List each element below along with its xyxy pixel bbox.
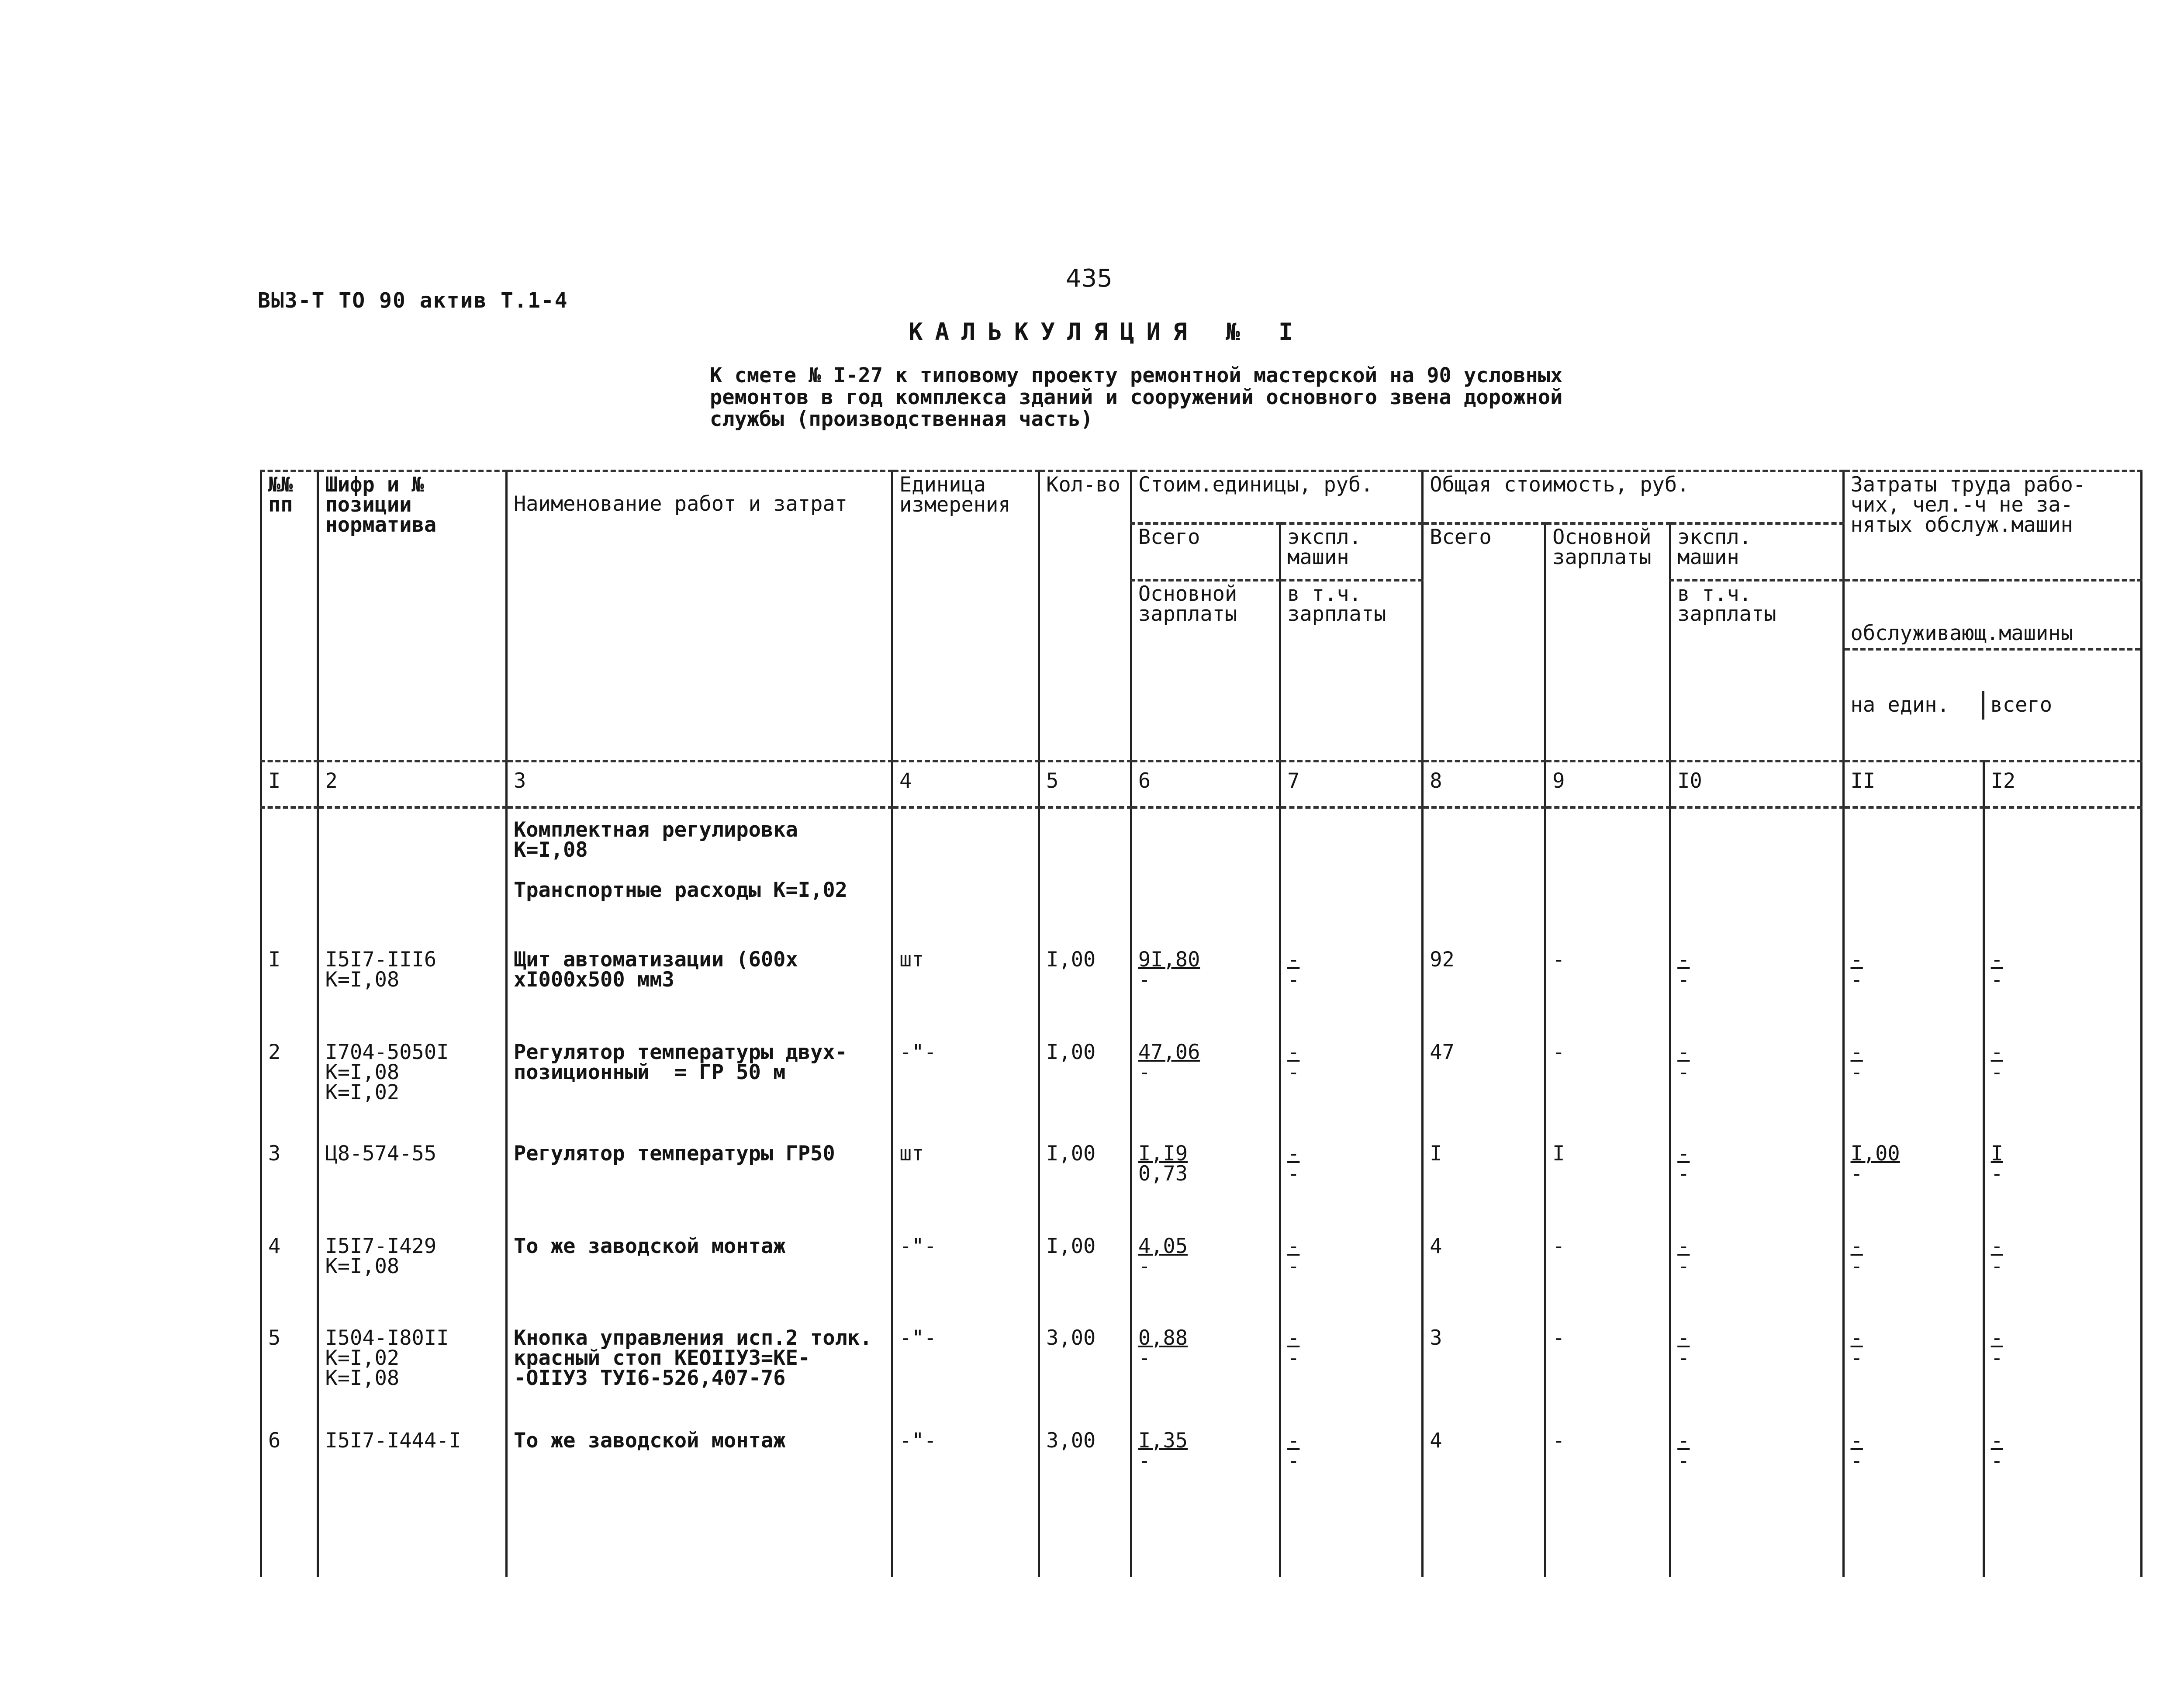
row-unit-wage: -	[1138, 1346, 1151, 1370]
row-labor-unit-machine: -	[1850, 968, 1863, 992]
row-labor-total-cell	[1984, 1225, 2141, 1317]
row-unit-total: 0,88	[1138, 1326, 1188, 1350]
row-unit-wage: -	[1138, 1060, 1151, 1084]
row-labor-total: -	[1990, 1234, 2003, 1258]
table-row	[261, 938, 2142, 1031]
row-unit-cost	[1131, 1225, 1280, 1317]
header-total-all: Всего	[1423, 523, 1545, 761]
row-code: I5I7-I444-I	[318, 1419, 507, 1502]
col-number: 7	[1280, 761, 1423, 807]
row-code: I704-5050I К=I,08 К=I,02	[318, 1031, 507, 1132]
row-labor-total-machine: -	[1990, 1346, 2003, 1370]
row-unit-machine-cell	[1280, 1132, 1423, 1225]
row-total-incl-wage: -	[1677, 1060, 1690, 1084]
document-stamp: ВЫЗ-Т ТО 90 актив Т.1-4	[258, 288, 568, 313]
row-total-wage: -	[1545, 1317, 1670, 1419]
row-total-machine-cell	[1670, 1317, 1843, 1419]
row-unit-cost	[1131, 1317, 1280, 1419]
row-qty: I,00	[1039, 1132, 1131, 1225]
header-unit-machine: экспл. машин	[1280, 523, 1423, 580]
table-row	[261, 1317, 2142, 1419]
header-code: Шифр и № позиции норматива	[318, 471, 507, 761]
row-name: Регулятор температуры ГР50	[506, 1132, 892, 1225]
row-unit-machine: -	[1287, 1429, 1300, 1453]
row-labor-total-cell	[1984, 1031, 2141, 1132]
row-labor-unit-cell	[1843, 1317, 1984, 1419]
header-quantity: Кол-во	[1039, 471, 1131, 761]
row-unit-machine-cell	[1280, 1419, 1423, 1502]
row-name: Кнопка управления исп.2 толк. красный стоп КЕОIIУЗ=КЕ- -OIIУЗ ТУI6-526,407-76	[506, 1317, 892, 1419]
row-unit-machine-cell	[1280, 1317, 1423, 1419]
row-total-incl-wage: -	[1677, 968, 1690, 992]
row-labor-unit: I,00	[1850, 1142, 1900, 1166]
page-number: 435	[1066, 264, 1113, 293]
row-labor-unit: -	[1850, 1040, 1863, 1064]
row-unit-total: I,I9	[1138, 1142, 1188, 1166]
row-labor-unit: -	[1850, 1234, 1863, 1258]
row-labor-total-cell	[1984, 1317, 2141, 1419]
col-number: I2	[1984, 761, 2141, 807]
row-labor-unit-machine: -	[1850, 1346, 1863, 1370]
row-total-wage: -	[1545, 938, 1670, 1031]
row-total-machine: -	[1677, 948, 1690, 972]
subtitle-line-2: ремонтов в год комплекса зданий и сооружений основного звена дорожной	[710, 385, 1563, 409]
row-name: То же заводской монтаж	[506, 1419, 892, 1502]
row-labor-unit-cell	[1843, 938, 1984, 1031]
col-number: 2	[318, 761, 507, 807]
row-labor-unit: -	[1850, 1326, 1863, 1350]
header-labor-machines: обслуживающ.машины	[1845, 622, 2140, 651]
col-number: II	[1843, 761, 1984, 807]
row-total-incl-wage: -	[1677, 1254, 1690, 1278]
header-unit-total: Всего	[1131, 523, 1280, 580]
row-unit-wage: -	[1138, 968, 1151, 992]
row-total: 3	[1423, 1317, 1545, 1419]
row-number: 3	[261, 1132, 318, 1225]
preamble-transport: Транспортные расходы К=I,02	[513, 878, 847, 902]
row-name: Щит автоматизации (600х хI000х500 мм3	[506, 938, 892, 1031]
row-unit-total: 47,06	[1138, 1040, 1200, 1064]
table-blank-row	[261, 1502, 2142, 1577]
row-labor-total-cell	[1984, 938, 2141, 1031]
row-name: Регулятор температуры двух- позиционный = ГР 50 м	[506, 1031, 892, 1132]
row-unit-machine-cell	[1280, 1031, 1423, 1132]
row-labor-total-machine: -	[1990, 968, 2003, 992]
row-total-machine-cell	[1670, 1419, 1843, 1502]
row-labor-total-machine: -	[1990, 1162, 2003, 1186]
header-work-name: Наименование работ и затрат	[506, 471, 892, 761]
subtitle-line-3: службы (производственная часть)	[710, 407, 1093, 431]
row-unit-machine: -	[1287, 1326, 1300, 1350]
row-qty: I,00	[1039, 1225, 1131, 1317]
row-number: 5	[261, 1317, 318, 1419]
col-number: 9	[1545, 761, 1670, 807]
row-unit-incl-wage: -	[1287, 1060, 1300, 1084]
row-labor-unit-machine: -	[1850, 1449, 1863, 1473]
document-subtitle	[710, 365, 1562, 430]
row-labor-total-cell	[1984, 1132, 2141, 1225]
col-number: I	[261, 761, 318, 807]
row-labor-unit-machine: -	[1850, 1254, 1863, 1278]
row-unit-incl-wage: -	[1287, 1254, 1300, 1278]
row-unit-machine-cell	[1280, 1225, 1423, 1317]
table-row	[261, 1225, 2142, 1317]
document-title: КАЛЬКУЛЯЦИЯ № I	[909, 318, 1305, 346]
row-labor-total-machine: -	[1990, 1254, 2003, 1278]
row-total-machine-cell	[1670, 1225, 1843, 1317]
preamble-cell	[506, 807, 892, 938]
row-labor-total-cell	[1984, 1419, 2141, 1502]
row-labor-unit: -	[1850, 1429, 1863, 1453]
row-labor-total-machine: -	[1990, 1449, 2003, 1473]
col-number: 8	[1423, 761, 1545, 807]
row-code: I5I7-I429 К=I,08	[318, 1225, 507, 1317]
row-labor-unit-cell	[1843, 1225, 1984, 1317]
header-unit-cost: Стоим.единицы, руб.	[1131, 471, 1422, 523]
row-code: Ц8-574-55	[318, 1132, 507, 1225]
subtitle-line-1: К смете № I-27 к типовому проекту ремонтной мастерской на 90 условных	[710, 363, 1563, 388]
header-labor-unit: на един.	[1845, 691, 1984, 720]
row-total-incl-wage: -	[1677, 1449, 1690, 1473]
row-total-machine-cell	[1670, 1031, 1843, 1132]
row-unit-wage: 0,73	[1138, 1162, 1188, 1186]
row-unit-incl-wage: -	[1287, 1449, 1300, 1473]
table-row	[261, 1132, 2142, 1225]
row-unit-total: 9I,80	[1138, 948, 1200, 972]
row-name: То же заводской монтаж	[506, 1225, 892, 1317]
row-labor-total: I	[1990, 1142, 2003, 1166]
row-labor-unit: -	[1850, 948, 1863, 972]
preamble-adjustment: Комплектная регулировка К=I,08	[513, 818, 798, 862]
row-unit: -"-	[892, 1031, 1039, 1132]
row-unit-total: 4,05	[1138, 1234, 1188, 1258]
row-total-machine: -	[1677, 1326, 1690, 1350]
row-total-machine: -	[1677, 1142, 1690, 1166]
row-number: 4	[261, 1225, 318, 1317]
row-unit-cost	[1131, 1031, 1280, 1132]
header-total-incl-wage: в т.ч. зарплаты	[1670, 580, 1843, 761]
row-total-wage: -	[1545, 1419, 1670, 1502]
header-unit-incl-wage: в т.ч. зарплаты	[1280, 580, 1423, 761]
table-row	[261, 1031, 2142, 1132]
row-unit: -"-	[892, 1225, 1039, 1317]
row-qty: 3,00	[1039, 1317, 1131, 1419]
row-code: I5I7-III6 К=I,08	[318, 938, 507, 1031]
row-unit-total: I,35	[1138, 1429, 1188, 1453]
row-labor-unit-machine: -	[1850, 1060, 1863, 1084]
row-total-wage: -	[1545, 1031, 1670, 1132]
header-labor-sub	[1843, 580, 2141, 761]
row-number: 6	[261, 1419, 318, 1502]
col-number: 4	[892, 761, 1039, 807]
row-total: 4	[1423, 1419, 1545, 1502]
col-number: 5	[1039, 761, 1131, 807]
header-row-number: №№ пп	[261, 471, 318, 761]
row-unit-cost	[1131, 938, 1280, 1031]
row-unit: -"-	[892, 1317, 1039, 1419]
row-labor-unit-cell	[1843, 1031, 1984, 1132]
header-total-wage: Основной зарплаты	[1545, 523, 1670, 761]
row-total: 4	[1423, 1225, 1545, 1317]
row-labor-total: -	[1990, 1040, 2003, 1064]
row-unit-incl-wage: -	[1287, 968, 1300, 992]
row-unit-cost	[1131, 1132, 1280, 1225]
header-total-cost: Общая стоимость, руб.	[1423, 471, 1843, 523]
row-labor-unit-cell	[1843, 1132, 1984, 1225]
row-unit-wage: -	[1138, 1449, 1151, 1473]
row-number: 2	[261, 1031, 318, 1132]
row-total-incl-wage: -	[1677, 1162, 1690, 1186]
row-total-machine: -	[1677, 1234, 1690, 1258]
row-total-wage: -	[1545, 1225, 1670, 1317]
row-unit-machine: -	[1287, 1040, 1300, 1064]
header-total-machine: экспл. машин	[1670, 523, 1843, 580]
row-total-incl-wage: -	[1677, 1346, 1690, 1370]
row-labor-total-machine: -	[1990, 1060, 2003, 1084]
row-number: I	[261, 938, 318, 1031]
row-labor-unit-cell	[1843, 1419, 1984, 1502]
row-code: I504-I80II К=I,02 К=I,08	[318, 1317, 507, 1419]
col-number: 6	[1131, 761, 1280, 807]
row-unit-cost	[1131, 1419, 1280, 1502]
header-labor-total: всего	[1990, 693, 2053, 717]
row-total-machine-cell	[1670, 938, 1843, 1031]
row-unit: шт	[892, 938, 1039, 1031]
row-unit-machine: -	[1287, 1234, 1300, 1258]
row-unit-machine: -	[1287, 948, 1300, 972]
row-labor-total: -	[1990, 1326, 2003, 1350]
row-unit: -"-	[892, 1419, 1039, 1502]
row-unit-incl-wage: -	[1287, 1162, 1300, 1186]
row-unit-machine-cell	[1280, 938, 1423, 1031]
calculation-table	[260, 470, 2143, 1577]
row-total-machine: -	[1677, 1040, 1690, 1064]
table-row	[261, 1419, 2142, 1502]
header-unit: Единица измерения	[892, 471, 1039, 761]
header-labor: Затраты труда рабо- чих, чел.-ч не за- нятых обслуж.машин	[1843, 471, 2141, 580]
row-total: I	[1423, 1132, 1545, 1225]
row-total-wage: I	[1545, 1132, 1670, 1225]
row-unit-wage: -	[1138, 1254, 1151, 1278]
row-qty: 3,00	[1039, 1419, 1131, 1502]
col-number: I0	[1670, 761, 1843, 807]
row-qty: I,00	[1039, 938, 1131, 1031]
row-total: 92	[1423, 938, 1545, 1031]
row-labor-unit-machine: -	[1850, 1162, 1863, 1186]
row-labor-total: -	[1990, 948, 2003, 972]
col-number: 3	[506, 761, 892, 807]
row-unit-machine: -	[1287, 1142, 1300, 1166]
row-qty: I,00	[1039, 1031, 1131, 1132]
row-unit: шт	[892, 1132, 1039, 1225]
row-total-machine: -	[1677, 1429, 1690, 1453]
header-unit-wage: Основной зарплаты	[1131, 580, 1280, 761]
row-unit-incl-wage: -	[1287, 1346, 1300, 1370]
row-total-machine-cell	[1670, 1132, 1843, 1225]
row-labor-total: -	[1990, 1429, 2003, 1453]
row-total: 47	[1423, 1031, 1545, 1132]
